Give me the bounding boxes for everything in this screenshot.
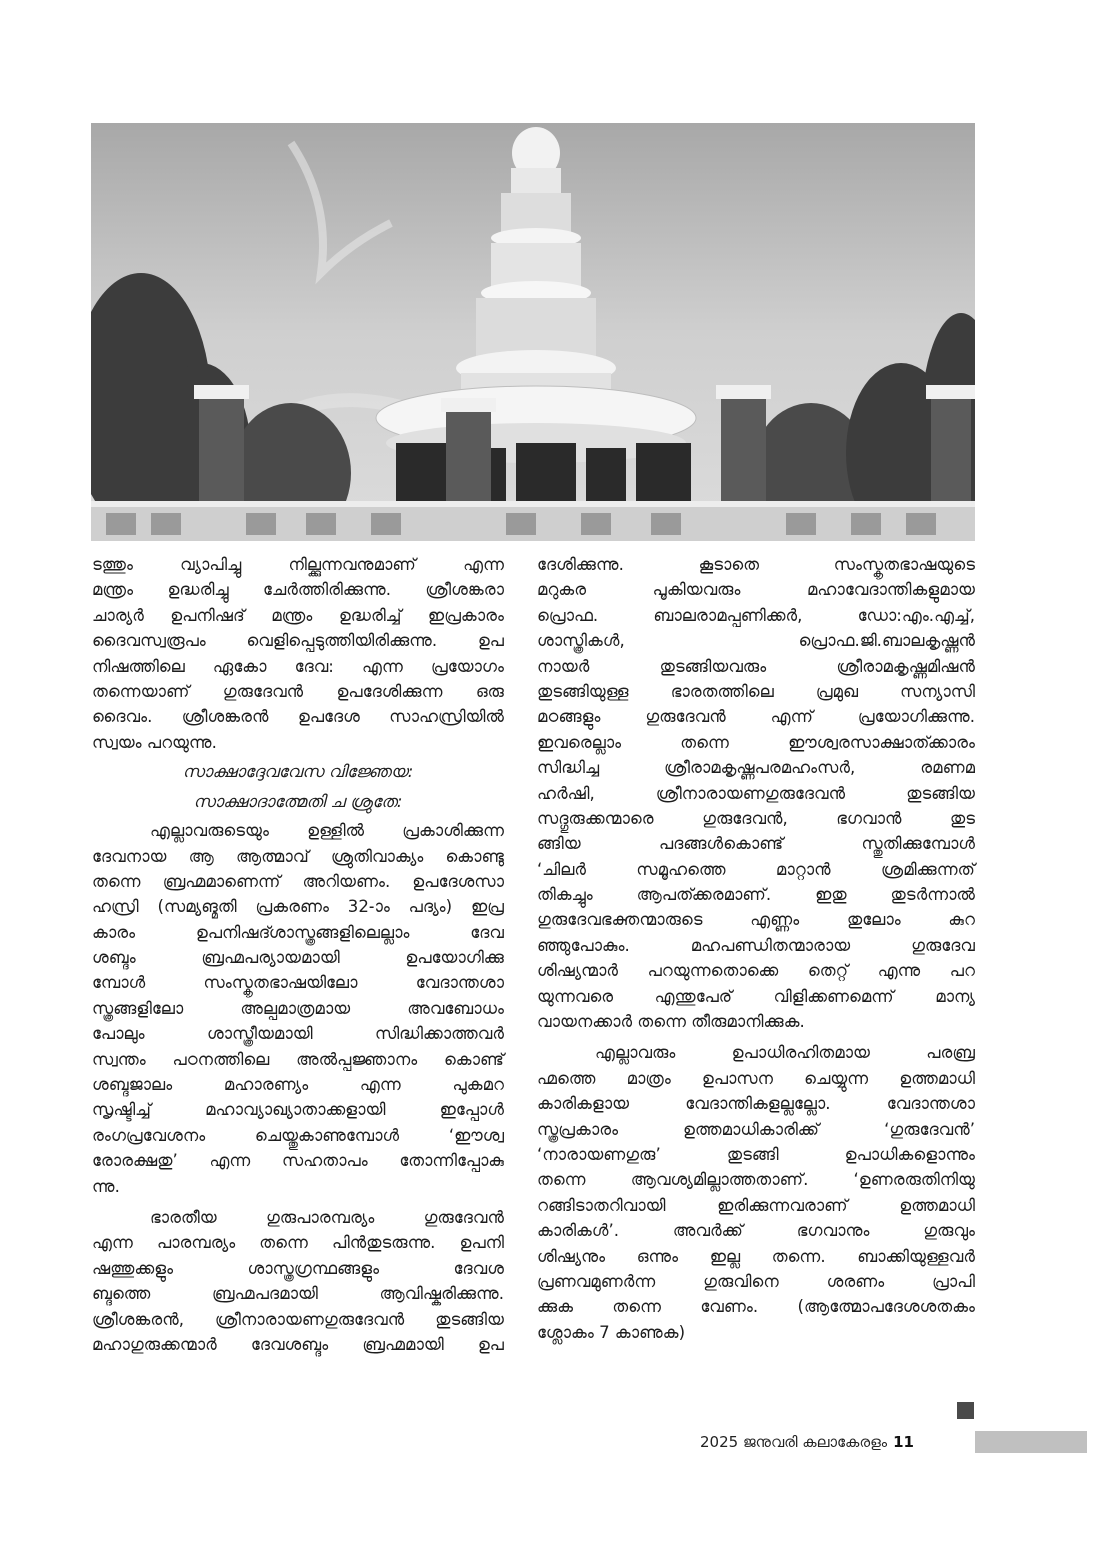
text-line: തികച്ചും ആപത്ക്കരമാണ്. ഇതു തുടർന്നാൽ [537, 885, 975, 905]
text-line: ദൈവസ്വരൂപം വെളിപ്പെടുത്തിയിരിക്കുന്നു. ഉപ [92, 631, 504, 651]
text-line: റങ്ങിടാതറിവായി ഇരിക്കുന്നവരാണ് ഉത്തമാധി [537, 1195, 975, 1215]
text-line: ശിഷ്യന്മാർ പറയുന്നതൊക്കെ തെറ്റ് എന്നു പറ [537, 961, 975, 981]
text-line: സ്ത്രങ്ങളിലോ അല്പമാത്രമായ അവബോധം [92, 998, 504, 1018]
text-line: കാരികൾ’. അവർക്ക് ഭഗവാനും ഗുരുവും [537, 1221, 975, 1241]
text-line: സ്വന്തം പഠനത്തിലെ അൽപ്പജ്ഞാനം കൊണ്ട് [92, 1049, 504, 1069]
paragraph-1 [92, 552, 504, 755]
text-line: ശിഷ്യനും ഒന്നും ഇല്ല തന്നെ. ബാക്കിയുള്ളവർ [537, 1246, 975, 1266]
lattice-wall [91, 501, 975, 541]
text-line: ടത്തും വ്യാപിച്ചു നില്ക്കുന്നവനുമാണ് എന്ന [92, 555, 504, 574]
text-line: തന്നെയാണ് ഗുരുദേവൻ ഉപദേശിക്കുന്ന ഒരു [92, 681, 504, 701]
text-line: പോലും ശാസ്ത്രീയമായി സിദ്ധിക്കാത്തവർ [92, 1024, 504, 1044]
text-line: എല്ലാവരുടെയും ഉള്ളിൽ പ്രകാശിക്കുന്ന [150, 821, 504, 841]
text-line: ഹ്മത്തെ മാത്രം ഉപാസന ചെയ്യുന്ന ഉത്തമാധി [537, 1068, 975, 1088]
paragraph-3 [92, 1205, 504, 1357]
text-line: ചാര്യർ ഉപനിഷദ് മന്ത്രം ഉദ്ധരിച്ച് ഇപ്രകാരം [92, 605, 504, 625]
sanskrit-verse [92, 758, 504, 815]
text-line: ന്നു. [92, 1176, 120, 1196]
text-line: സൃഷ്ടിച്ച് മഹാവ്യാഖ്യാതാക്കളായി ഇപ്പോൾ [92, 1100, 504, 1120]
text-line: മറുകര പൂകിയവരും മഹാവേദാന്തികളുമായ [537, 580, 975, 600]
text-line: പ്രൊഫ. ബാലരാമപ്പണിക്കർ, ഡോ:എം.എച്ച്, [537, 605, 975, 625]
text-line: പ്രണവമുണർന്ന ഗുരുവിനെ ശരണം പ്രാപി [537, 1271, 975, 1291]
text-line: സിദ്ധിച്ച ശ്രീരാമകൃഷ്ണപരമഹംസർ, രമണമ [537, 758, 975, 778]
text-line: നായർ തുടങ്ങിയവരും ശ്രീരാമകൃഷ്ണമിഷൻ [537, 656, 975, 676]
text-line: ശബ്ദജാലം മഹാരണ്യം എന്ന പുകമറ [92, 1075, 504, 1095]
page-number: 11 [893, 1433, 914, 1451]
text-line: ശ്ലോകം 7 കാണുക) [537, 1322, 686, 1342]
text-line: ങ്ങിയ പദങ്ങൾകൊണ്ട് സ്തുതിക്കുമ്പോൾ [537, 834, 975, 854]
temple-photo [91, 123, 975, 541]
temple-illustration [91, 123, 975, 541]
text-line: തന്നെ ബ്രഹ്മമാണെന്ന് അറിയണം. ഉപദേശസാ [92, 871, 504, 891]
text-line: യുന്നവരെ എന്തുപേര് വിളിക്കണമെന്ന് മാന്യ [537, 986, 975, 1006]
text-line: നിഷത്തിലെ ഏകോ ദേവ: എന്ന പ്രയോഗം [92, 656, 504, 676]
text-line: ‘നാരായണഗുരു’ തുടങ്ങി ഉപാധികളൊന്നും [537, 1144, 975, 1164]
text-line: രംഗപ്രവേശനം ചെയ്തുകാണുമ്പോൾ ‘ഈശ്വ [92, 1125, 504, 1145]
paragraph-1 [537, 552, 975, 1034]
text-line: ‘ചിലർ സമൂഹത്തെ മാറ്റാൻ ശ്രമിക്കുന്നത് [537, 859, 975, 879]
left-column [92, 552, 504, 1357]
text-line: വായനക്കാർ തന്നെ തീരുമാനിക്കുക. [537, 1012, 805, 1032]
text-line: മഠങ്ങളും ഗുരുദേവൻ എന്ന് പ്രയോഗിക്കുന്നു. [537, 707, 975, 727]
text-line: എല്ലാവരും ഉപാധിരഹിതമായ പരബ്ര [595, 1043, 975, 1063]
text-line: മഹാഗുരുക്കന്മാർ ദേവശബ്ദം ബ്രഹ്മമായി ഉപ [92, 1334, 504, 1354]
text-line: ഇവരെല്ലാം തന്നെ ഈശ്വരസാക്ഷാത്ക്കാരം [537, 732, 975, 752]
issue-label: 2025 ജനുവരി കലാകേരളം [700, 1433, 888, 1451]
text-line: ബ്ദത്തെ ബ്രഹ്മപദമായി ആവിഷ്കരിക്കുന്നു. [92, 1284, 504, 1304]
text-line: ഹസ്രി (സമ്യങ്മതി പ്രകരണം 32-ാം പദ്യം) ഇപ്ര [92, 897, 504, 917]
text-line: സ്വയം പറയുന്നു. [92, 732, 217, 752]
text-line: ഞ്ഞുപോകും. മഹപണ്ഡിതന്മാരായ ഗുരുദേവ [537, 935, 975, 955]
text-line: സദ്ഗുരുക്കന്മാരെ ഗുരുദേവൻ, ഭഗവാൻ തുട [537, 808, 975, 828]
text-line: കാരികളായ വേദാന്തികളല്ലല്ലോ. വേദാന്തശാ [537, 1094, 975, 1114]
text-line: ഭാരതീയ ഗുരുപാരമ്പര്യം ഗുരുദേവൻ [150, 1207, 504, 1227]
text-line: മ്പോൾ സംസ്കൃതഭാഷയിലോ വേദാന്തശാ [92, 973, 504, 993]
text-line: ഷത്തുക്കളും ശാസ്ത്രഗ്രന്ഥങ്ങളും ദേവശ [92, 1258, 504, 1278]
paragraph-2 [92, 818, 504, 1199]
right-column [537, 552, 975, 1345]
text-line: ശബ്ദം ബ്രഹ്മപര്യായമായി ഉപയോഗിക്കു [92, 948, 504, 968]
text-line: ദേശിക്കുന്നു. കൂടാതെ സംസ്കൃതഭാഷയുടെ [537, 555, 975, 574]
text-line: രോരക്ഷതു’ എന്ന സഹതാപം തോന്നിപ്പോകു [92, 1151, 504, 1171]
text-line: ദൈവം. ശ്രീശങ്കരൻ ഉപദേശ സാഹസ്രിയിൽ [92, 707, 504, 727]
text-line: ശ്രീശങ്കരൻ, ശ്രീനാരായണഗുരുദേവൻ തുടങ്ങിയ [92, 1309, 504, 1329]
article-end-mark [957, 1402, 974, 1419]
text-line: തന്നെ ആവശ്യമില്ലാത്തതാണ്. ‘ഉണരരുതിനിയു [537, 1170, 975, 1190]
text-line: ശാസ്ത്രികൾ, പ്രൊഫ.ജി.ബാലകൃഷ്ണൻ [537, 631, 975, 651]
text-line: കാരം ഉപനിഷദ്ശാസ്ത്രങ്ങളിലെല്ലാം ദേവ [92, 922, 504, 942]
text-line: തുടങ്ങിയുള്ള ഭാരതത്തിലെ പ്രമുഖ സന്യാസി [537, 681, 975, 701]
text-line: മന്ത്രം ഉദ്ധരിച്ചു ചേർത്തിരിക്കുന്നു. ശ്രീശങ്കരാ [92, 580, 504, 600]
text-line: ദേവനായ ആ ആത്മാവ് ശ്രുതിവാക്യം കൊണ്ടു [92, 846, 504, 866]
paragraph-2 [537, 1040, 975, 1345]
text-line: സ്ത്രപ്രകാരം ഉത്തമാധികാരിക്ക് ‘ഗുരുദേവൻ’ [537, 1119, 975, 1139]
page-footer [700, 1430, 914, 1454]
text-line: എന്ന പാരമ്പര്യം തന്നെ പിൻതുടരുന്നു. ഉപനി [92, 1233, 504, 1253]
footer-bar [975, 1431, 1087, 1453]
verse-line: സാക്ഷാദാത്മേതി ച ശ്രുതേ: [193, 792, 403, 812]
verse-line: സാക്ഷാദ്ദേവവേസ വിജ്ഞേയ: [182, 762, 414, 782]
text-line: ക്കുക തന്നെ വേണം. (ആത്മോപദേശശതകം [537, 1297, 975, 1317]
text-line: ഗുരുദേവഭക്തന്മാരുടെ എണ്ണം തുലോം കുറ [537, 910, 975, 930]
text-line: ഹർഷി, ശ്രീനാരായണഗുരുദേവൻ തുടങ്ങിയ [537, 783, 975, 803]
